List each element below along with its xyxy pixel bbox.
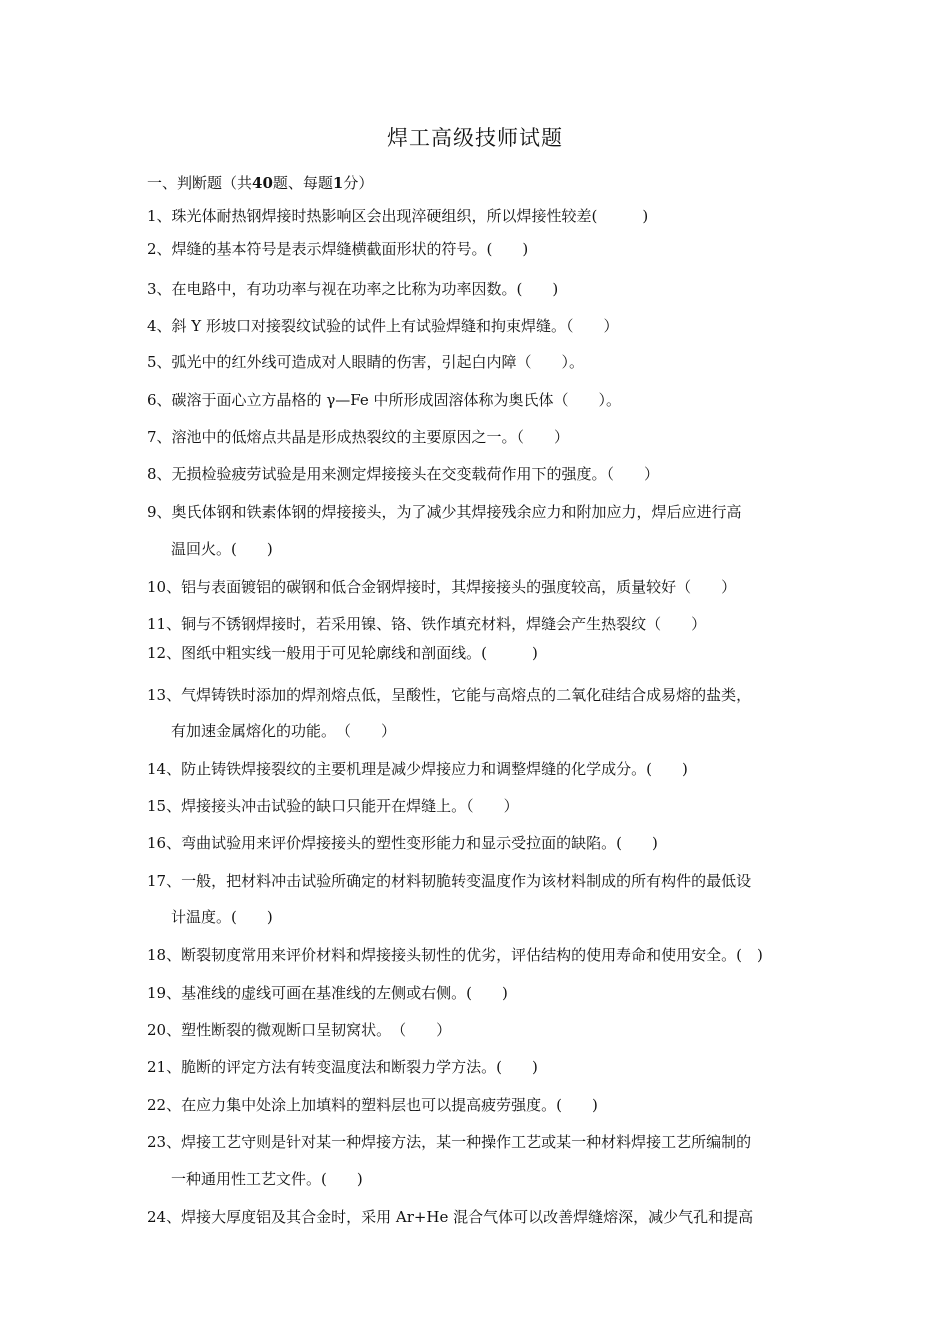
section-mid: 题、每题 bbox=[272, 174, 333, 192]
question-17-continued: 计温度。( ) bbox=[171, 908, 273, 926]
question-9-continued: 温回火。( ) bbox=[171, 540, 273, 558]
question-5: 5、弧光中的红外线可造成对人眼睛的伤害，引起白内障（ ）。 bbox=[147, 353, 585, 371]
question-count: 40 bbox=[252, 174, 273, 192]
question-13-continued: 有加速金属熔化的功能。 （ ） bbox=[171, 722, 397, 740]
question-8: 8、无损检验疲劳试验是用来测定焊接接头在交变载荷作用下的强度。（ ） bbox=[147, 465, 660, 483]
question-24: 24、焊接大厚度铝及其合金时，采用 Ar+He 混合气体可以改善焊缝熔深，减少气孔和提高 bbox=[147, 1208, 754, 1226]
question-21: 21、脆断的评定方法有转变温度法和断裂力学方法。( ) bbox=[147, 1058, 538, 1076]
question-14: 14、防止铸铁焊接裂纹的主要机理是减少焊接应力和调整焊缝的化学成分。( ) bbox=[147, 760, 688, 778]
question-10: 10、铝与表面镀铝的碳钢和低合金钢焊接时，其焊接接头的强度较高，质量较好（ ） bbox=[147, 578, 737, 596]
section-heading bbox=[147, 172, 373, 193]
question-19: 19、基准线的虚线可画在基准线的左侧或右侧。( ) bbox=[147, 984, 508, 1002]
question-11: 11、铜与不锈钢焊接时，若采用镍、铬、铁作填充材料，焊缝会产生热裂纹（ ） bbox=[147, 615, 707, 633]
question-20: 20、塑性断裂的微观断口呈韧窝状。 （ ） bbox=[147, 1021, 452, 1039]
question-17: 17、一般，把材料冲击试验所确定的材料韧脆转变温度作为该材料制成的所有构件的最低设 bbox=[147, 872, 752, 890]
question-16: 16、弯曲试验用来评价焊接接头的塑性变形能力和显示受拉面的缺陷。( ) bbox=[147, 834, 658, 852]
question-22: 22、在应力集中处涂上加填料的塑料层也可以提高疲劳强度。( ) bbox=[147, 1096, 598, 1114]
question-12: 12、图纸中粗实线一般用于可见轮廓线和剖面线。( ) bbox=[147, 644, 538, 662]
question-7: 7、溶池中的低熔点共晶是形成热裂纹的主要原因之一。（ ） bbox=[147, 428, 570, 446]
question-6: 6、碳溶于面心立方晶格的 γ—Fe 中所形成固溶体称为奥氏体（ ）。 bbox=[147, 391, 622, 409]
question-2: 2、焊缝的基本符号是表示焊缝横截面形状的符号。( ) bbox=[147, 240, 529, 258]
section-suffix: 分） bbox=[343, 174, 374, 192]
question-23: 23、焊接工艺守则是针对某一种焊接方法，某一种操作工艺或某一种材料焊接工艺所编制的 bbox=[147, 1133, 752, 1151]
question-18: 18、断裂韧度常用来评价材料和焊接接头韧性的优劣，评估结构的使用寿命和使用安全。( ) bbox=[147, 946, 763, 964]
points-per-question: 1 bbox=[332, 174, 344, 192]
question-15: 15、焊接接头冲击试验的缺口只能开在焊缝上。（ ） bbox=[147, 797, 519, 815]
question-13: 13、气焊铸铁时添加的焊剂熔点低，呈酸性，它能与高熔点的二氧化硅结合成易熔的盐类， bbox=[147, 686, 752, 704]
question-1: 1、珠光体耐热钢焊接时热影响区会出现淬硬组织，所以焊接性较差( ) bbox=[147, 207, 649, 225]
question-3: 3、在电路中，有功功率与视在功率之比称为功率因数。( ) bbox=[147, 280, 559, 298]
question-9: 9、奥氏体钢和铁素体钢的焊接接头，为了减少其焊接残余应力和附加应力，焊后应进行高 bbox=[147, 503, 742, 521]
question-4: 4、斜 Y 形坡口对接裂纹试验的试件上有试验焊缝和拘束焊缝。（ ） bbox=[147, 317, 619, 335]
section-prefix: 一、判断题（共 bbox=[147, 174, 253, 192]
question-23-continued: 一种通用性工艺文件。( ) bbox=[171, 1170, 363, 1188]
page-title: 焊工高级技师试题 bbox=[387, 126, 563, 150]
